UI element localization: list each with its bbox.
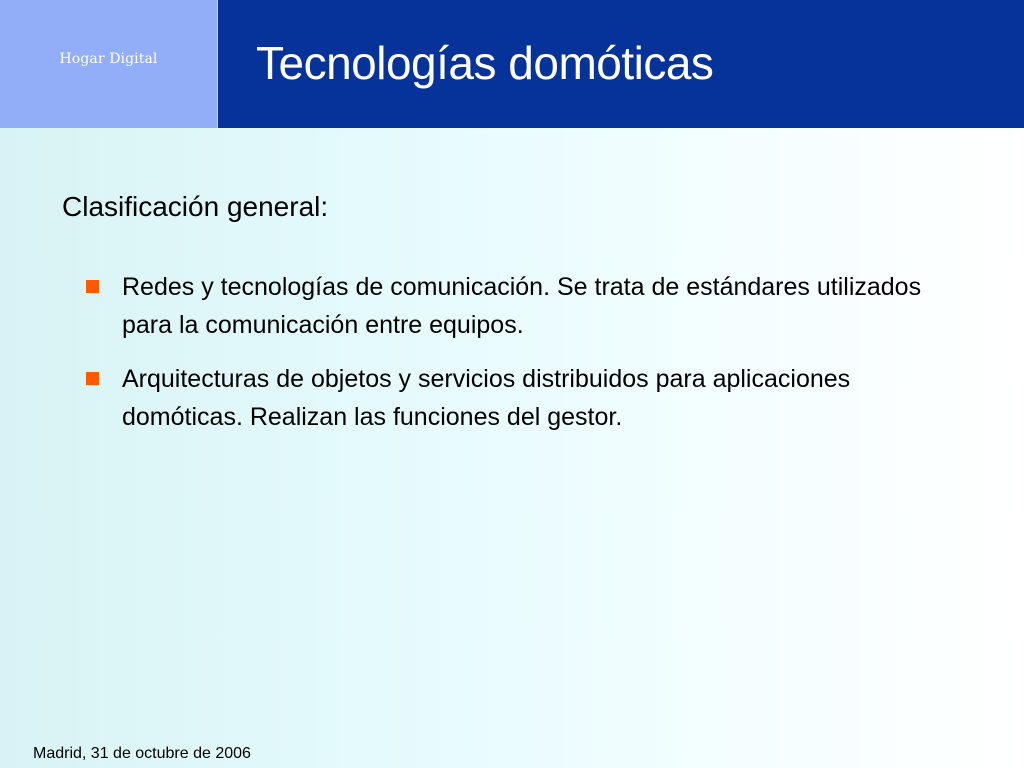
bullet-text: Redes y tecnologías de comunicación. Se trata de estándares utilizados para la comunicación entre equipos.	[122, 273, 922, 339]
bullet-item	[84, 268, 974, 344]
square-bullet-icon	[86, 280, 99, 293]
footer-date: Madrid, 31 de octubre de 2006	[33, 745, 251, 762]
square-bullet-icon	[86, 372, 99, 385]
slide-title: Tecnologías domóticas	[256, 37, 714, 89]
bullet-text: Arquitecturas de objetos y servicios distribuidos para aplicaciones domóticas. Realizan las funciones del gestor.	[122, 365, 851, 431]
bullet-item	[84, 360, 974, 436]
slide-content	[0, 128, 1024, 728]
brand-label: Hogar Digital	[59, 51, 158, 67]
bullet-list	[84, 268, 974, 452]
section-heading: Clasificación general:	[62, 191, 329, 222]
slide-header	[0, 0, 1024, 128]
